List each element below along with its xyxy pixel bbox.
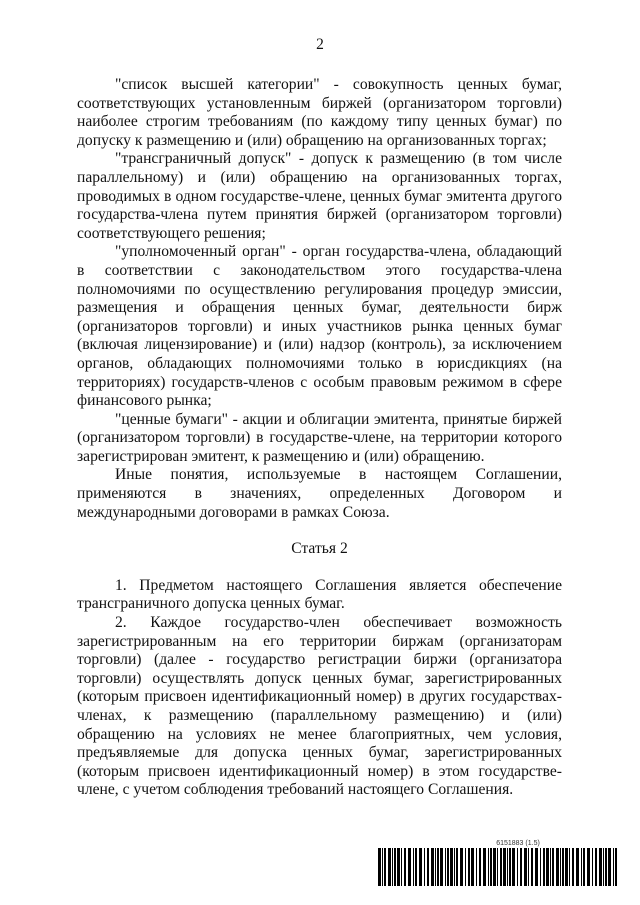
document-body [77,76,562,800]
definition-paragraph: "уполномоченный орган" - орган государства-члена, обладающий в соответствии с законодательством этого государства-члена полномочиями по осуществлению регулирования процедур эмиссии, размещения и обращения ценных бумаг, деятельности бирж (организаторов торговли) и иных участников рынка ценных бумаг (включая лицензирование) и (или) надзор (контроль), за исключением органов, обладающих полномочиями только в юрисдикциях (на территориях) государств-членов с особым правовым режимом в сфере финансового рынка; [77,243,562,410]
article-heading: Статья 2 [291,540,348,558]
document-barcode [376,840,620,886]
definition-paragraph: "ценные бумаги" - акции и облигации эмитента, принятые биржей (организатором торговли) в государстве-члене, на территории которого зарегистрирован эмитент, к размещению и (или) обращению. [77,410,562,465]
page-number: 2 [316,36,324,53]
definition-paragraph: "трансграничный допуск" - допуск к размещению (в том числе параллельному) и (или) обращению на организованных торгах, проводимых в одном государстве-члене, ценных бумаг эмитента другого государства-члена путем принятия биржей (организатором торговли) соответствующего решения; [77,150,562,242]
definition-paragraph: "список высшей категории" - совокупность ценных бумаг, соответствующих установленным биржей (организатором торговли) наиболее строгим требованиям (по каждому типу ценных бумаг) по допуску к размещению и (или) обращению на организованных торгах; [77,76,562,149]
article-paragraph: 1. Предметом настоящего Соглашения является обеспечение трансграничного допуска ценных бумаг. [77,576,562,613]
definition-paragraph: Иные понятия, используемые в настоящем Соглашении, применяются в значениях, определенных Договором и международными договорами в рамках Союза. [77,466,562,521]
article-paragraph: 2. Каждое государство-член обеспечивает возможность зарегистрированным на его территории биржам (организаторам торговли) (далее - государство регистрации биржи (организатора торговли) осуществлять допуск ценных бумаг, зарегистрированных (которым присвоен идентификационный номер) в других государствах-членах, к размещению (параллельному размещению) и (или) обращению на условиях не менее благоприятных, чем условия, предъявляемые для допуска ценных бумаг, зарегистрированных (которым присвоен идентификационный номер) в этом государстве-члене, с учетом соблюдения требований настоящего Соглашения. [77,614,562,799]
barcode-icon [376,848,620,886]
barcode-number: 6151883 (1.5) [496,840,540,847]
